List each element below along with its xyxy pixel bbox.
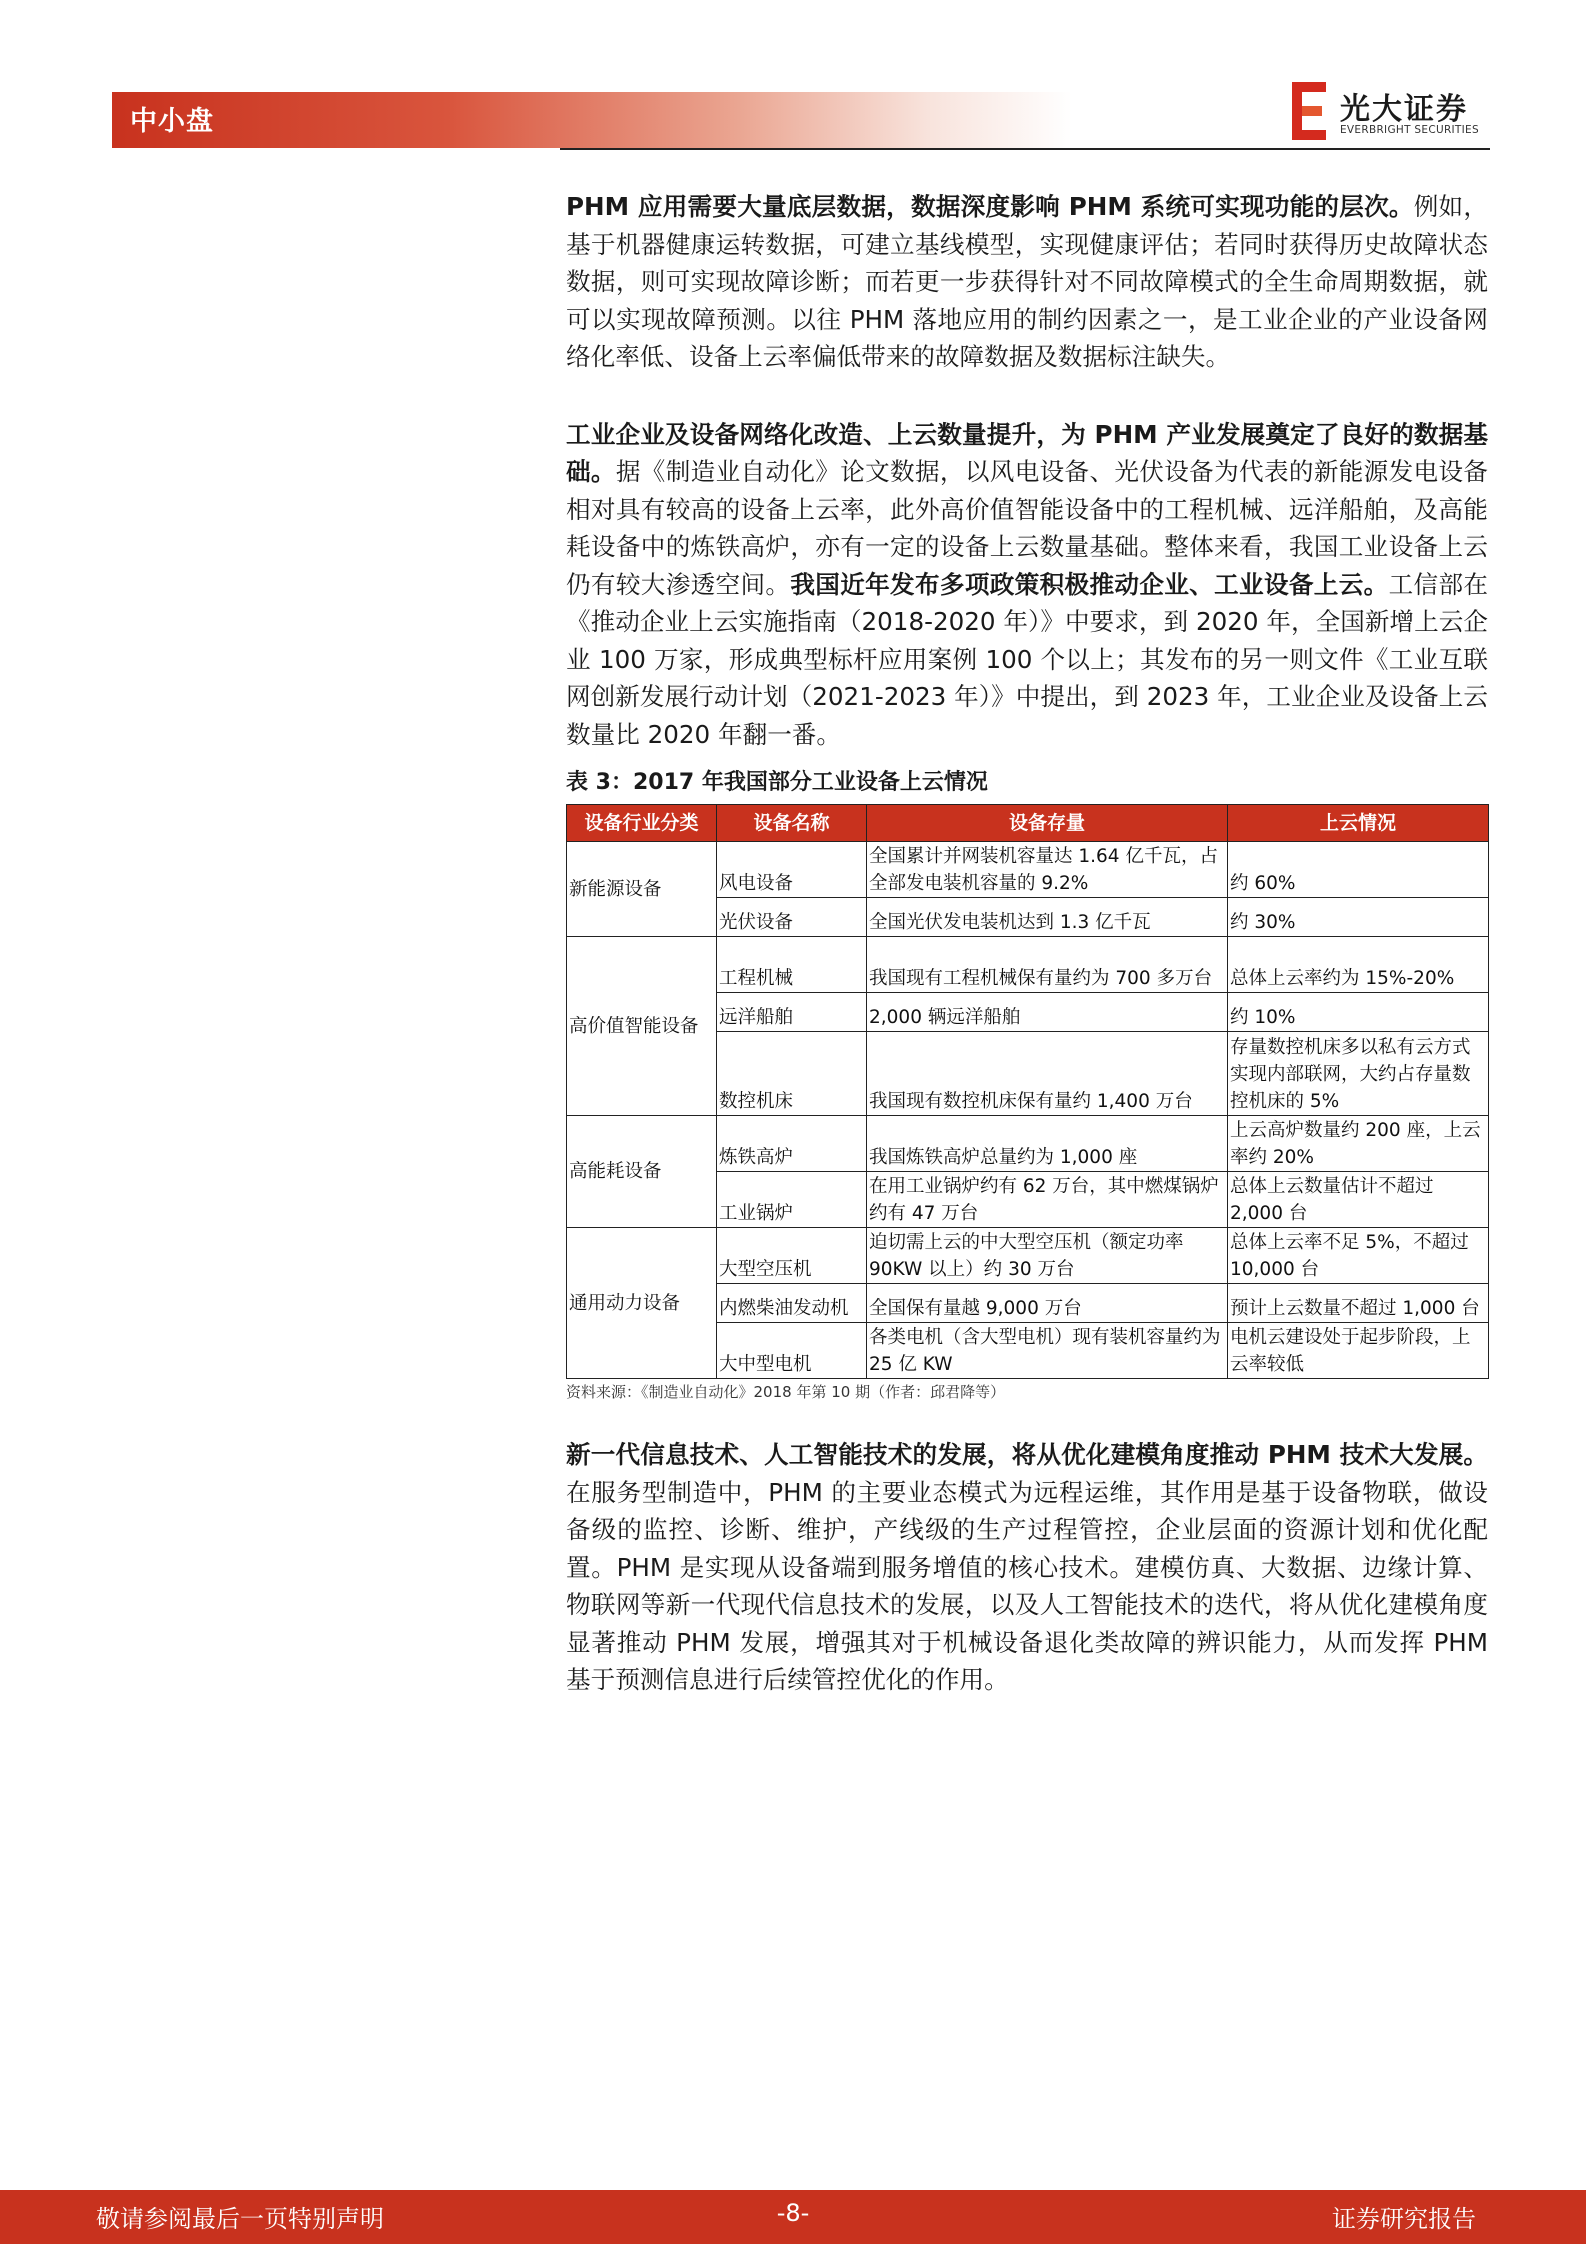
paragraph-2-bold-2: 我国近年发布多项政策积极推动企业、工业设备上云。 (790, 569, 1389, 599)
cloud-cell: 总体上云率不足 5%，不超过 10,000 台 (1228, 1228, 1489, 1284)
category-cell: 高能耗设备 (567, 1116, 717, 1228)
section-tag: 中小盘 (130, 106, 214, 137)
cloud-cell: 存量数控机床多以私有云方式实现内部联网，大约占存量数控机床的 5% (1228, 1032, 1489, 1116)
main-content (566, 188, 1488, 1699)
cloud-cell: 约 30% (1228, 898, 1489, 937)
paragraph-1 (566, 188, 1488, 376)
everbright-logo (1290, 80, 1490, 142)
category-cell: 通用动力设备 (567, 1228, 717, 1379)
paragraph-2 (566, 416, 1488, 754)
cloud-cell: 约 10% (1228, 993, 1489, 1032)
header-rule (560, 148, 1490, 150)
table-row (567, 937, 1489, 993)
paragraph-2-bold-1: 工业企业及设备网络化改造、上云数量提升，为 PHM 产业发展奠定了良好的数据基础。 (566, 419, 1488, 486)
device-name-cell: 内燃柴油发动机 (717, 1284, 867, 1323)
table-row (567, 1228, 1489, 1284)
paragraph-3-bold: 新一代信息技术、人工智能技术的发展，将从优化建模角度推动 PHM 技术大发展。 (566, 1440, 1488, 1469)
device-name-cell: 光伏设备 (717, 898, 867, 937)
category-cell: 高价值智能设备 (567, 937, 717, 1116)
device-name-cell: 数控机床 (717, 1032, 867, 1116)
device-name-cell: 炼铁高炉 (717, 1116, 867, 1172)
stock-cell: 在用工业锅炉约有 62 万台，其中燃煤锅炉约有 47 万台 (867, 1172, 1228, 1228)
device-name-cell: 工业锅炉 (717, 1172, 867, 1228)
table-source: 资料来源：《制造业自动化》2018 年第 10 期（作者：邱君降等） (566, 1383, 1006, 1401)
page-number: -8- (776, 2199, 810, 2227)
device-name-cell: 风电设备 (717, 842, 867, 898)
stock-cell: 2,000 辆远洋船舶 (867, 993, 1228, 1032)
device-name-cell: 工程机械 (717, 937, 867, 993)
cloud-cell: 预计上云数量不超过 1,000 台 (1228, 1284, 1489, 1323)
cloud-cell: 上云高炉数量约 200 座，上云率约 20% (1228, 1116, 1489, 1172)
paragraph-3-text: 在服务型制造中，PHM 的主要业态模式为远程运维，其作用是基于设备物联，做设备级的监控、诊断、维护，产线级的生产过程管控，企业层面的资源计划和优化配置。PHM 是实现从设备端到服务增值的核心技术。建模仿真、大数据、边缘计算、物联网等新一代现代信息技术的发展，以及人工智能技术的迭代，将从优化建模角度显著推动 PHM 发展，增强其对于机械设备退化类故障的辨识能力，从而发挥 PHM 基于预测信息进行后续管控优化的作用。 (566, 1477, 1488, 1694)
stock-cell: 各类电机（含大型电机）现有装机容量约为 25 亿 KW (867, 1323, 1228, 1379)
table-title: 表 3：2017 年我国部分工业设备上云情况 (566, 770, 988, 795)
device-name-cell: 大型空压机 (717, 1228, 867, 1284)
cloud-table (566, 804, 1489, 1379)
stock-cell: 全国保有量越 9,000 万台 (867, 1284, 1228, 1323)
cloud-cell: 总体上云数量估计不超过 2,000 台 (1228, 1172, 1489, 1228)
paragraph-3 (566, 1436, 1488, 1699)
table-header-cell: 上云情况 (1228, 805, 1489, 842)
paragraph-1-bold: PHM 应用需要大量底层数据，数据深度影响 PHM 系统可实现功能的层次。 (566, 192, 1414, 221)
device-name-cell: 远洋船舶 (717, 993, 867, 1032)
paragraph-1-text: 例如，基于机器健康运转数据，可建立基线模型，实现健康评估；若同时获得历史故障状态数据，则可实现故障诊断；而若更一步获得针对不同故障模式的全生命周期数据，就可以实现故障预测。以往 PHM 落地应用的制约因素之一，是工业企业的产业设备网络化率低、设备上云率偏低带来的故障数据及数据标注缺失。 (566, 192, 1488, 371)
table-header-cell: 设备行业分类 (567, 805, 717, 842)
table-header-cell: 设备名称 (717, 805, 867, 842)
cloud-cell: 约 60% (1228, 842, 1489, 898)
table-header-row (567, 805, 1489, 842)
footer-disclaimer: 敬请参阅最后一页特别声明 (96, 2205, 384, 2233)
stock-cell: 我国现有工程机械保有量约为 700 多万台 (867, 937, 1228, 993)
table-header-cell: 设备存量 (867, 805, 1228, 842)
stock-cell: 全国累计并网装机容量达 1.64 亿千瓦，占全部发电装机容量的 9.2% (867, 842, 1228, 898)
footer-report-type: 证券研究报告 (1332, 2205, 1476, 2233)
header-band (112, 92, 1072, 148)
logo-subtitle: EVERBRIGHT SECURITIES (1340, 124, 1479, 136)
table-row (567, 842, 1489, 898)
everbright-logo-icon (1290, 80, 1328, 142)
table-row (567, 1116, 1489, 1172)
paragraph-2-text-2: 工信部在《推动企业上云实施指南（2018-2020 年）》中要求，到 2020 年，全国新增上云企业 100 万家，形成典型标杆应用案例 100 个以上；其发布的另一则文件《工业互联网创新发展行动计划（2021-2023 年）》中提出，到 2023 年，工业企业及设备上云数量比 2020 年翻一番。 (566, 569, 1488, 749)
stock-cell: 全国光伏发电装机达到 1.3 亿千瓦 (867, 898, 1228, 937)
device-name-cell: 大中型电机 (717, 1323, 867, 1379)
stock-cell: 迫切需上云的中大型空压机（额定功率 90KW 以上）约 30 万台 (867, 1228, 1228, 1284)
category-cell: 新能源设备 (567, 842, 717, 937)
cloud-cell: 电机云建设处于起步阶段，上云率较低 (1228, 1323, 1489, 1379)
paragraph-2-text-1: 据《制造业自动化》论文数据，以风电设备、光伏设备为代表的新能源发电设备相对具有较高的设备上云率，此外高价值智能设备中的工程机械、远洋船舶，及高能耗设备中的炼铁高炉，亦有一定的设备上云数量基础。整体来看，我国工业设备上云仍有较大渗透空间。 (566, 457, 1488, 599)
stock-cell: 我国炼铁高炉总量约为 1,000 座 (867, 1116, 1228, 1172)
logo-name: 光大证券 (1340, 92, 1468, 127)
stock-cell: 我国现有数控机床保有量约 1,400 万台 (867, 1032, 1228, 1116)
cloud-cell: 总体上云率约为 15%-20% (1228, 937, 1489, 993)
